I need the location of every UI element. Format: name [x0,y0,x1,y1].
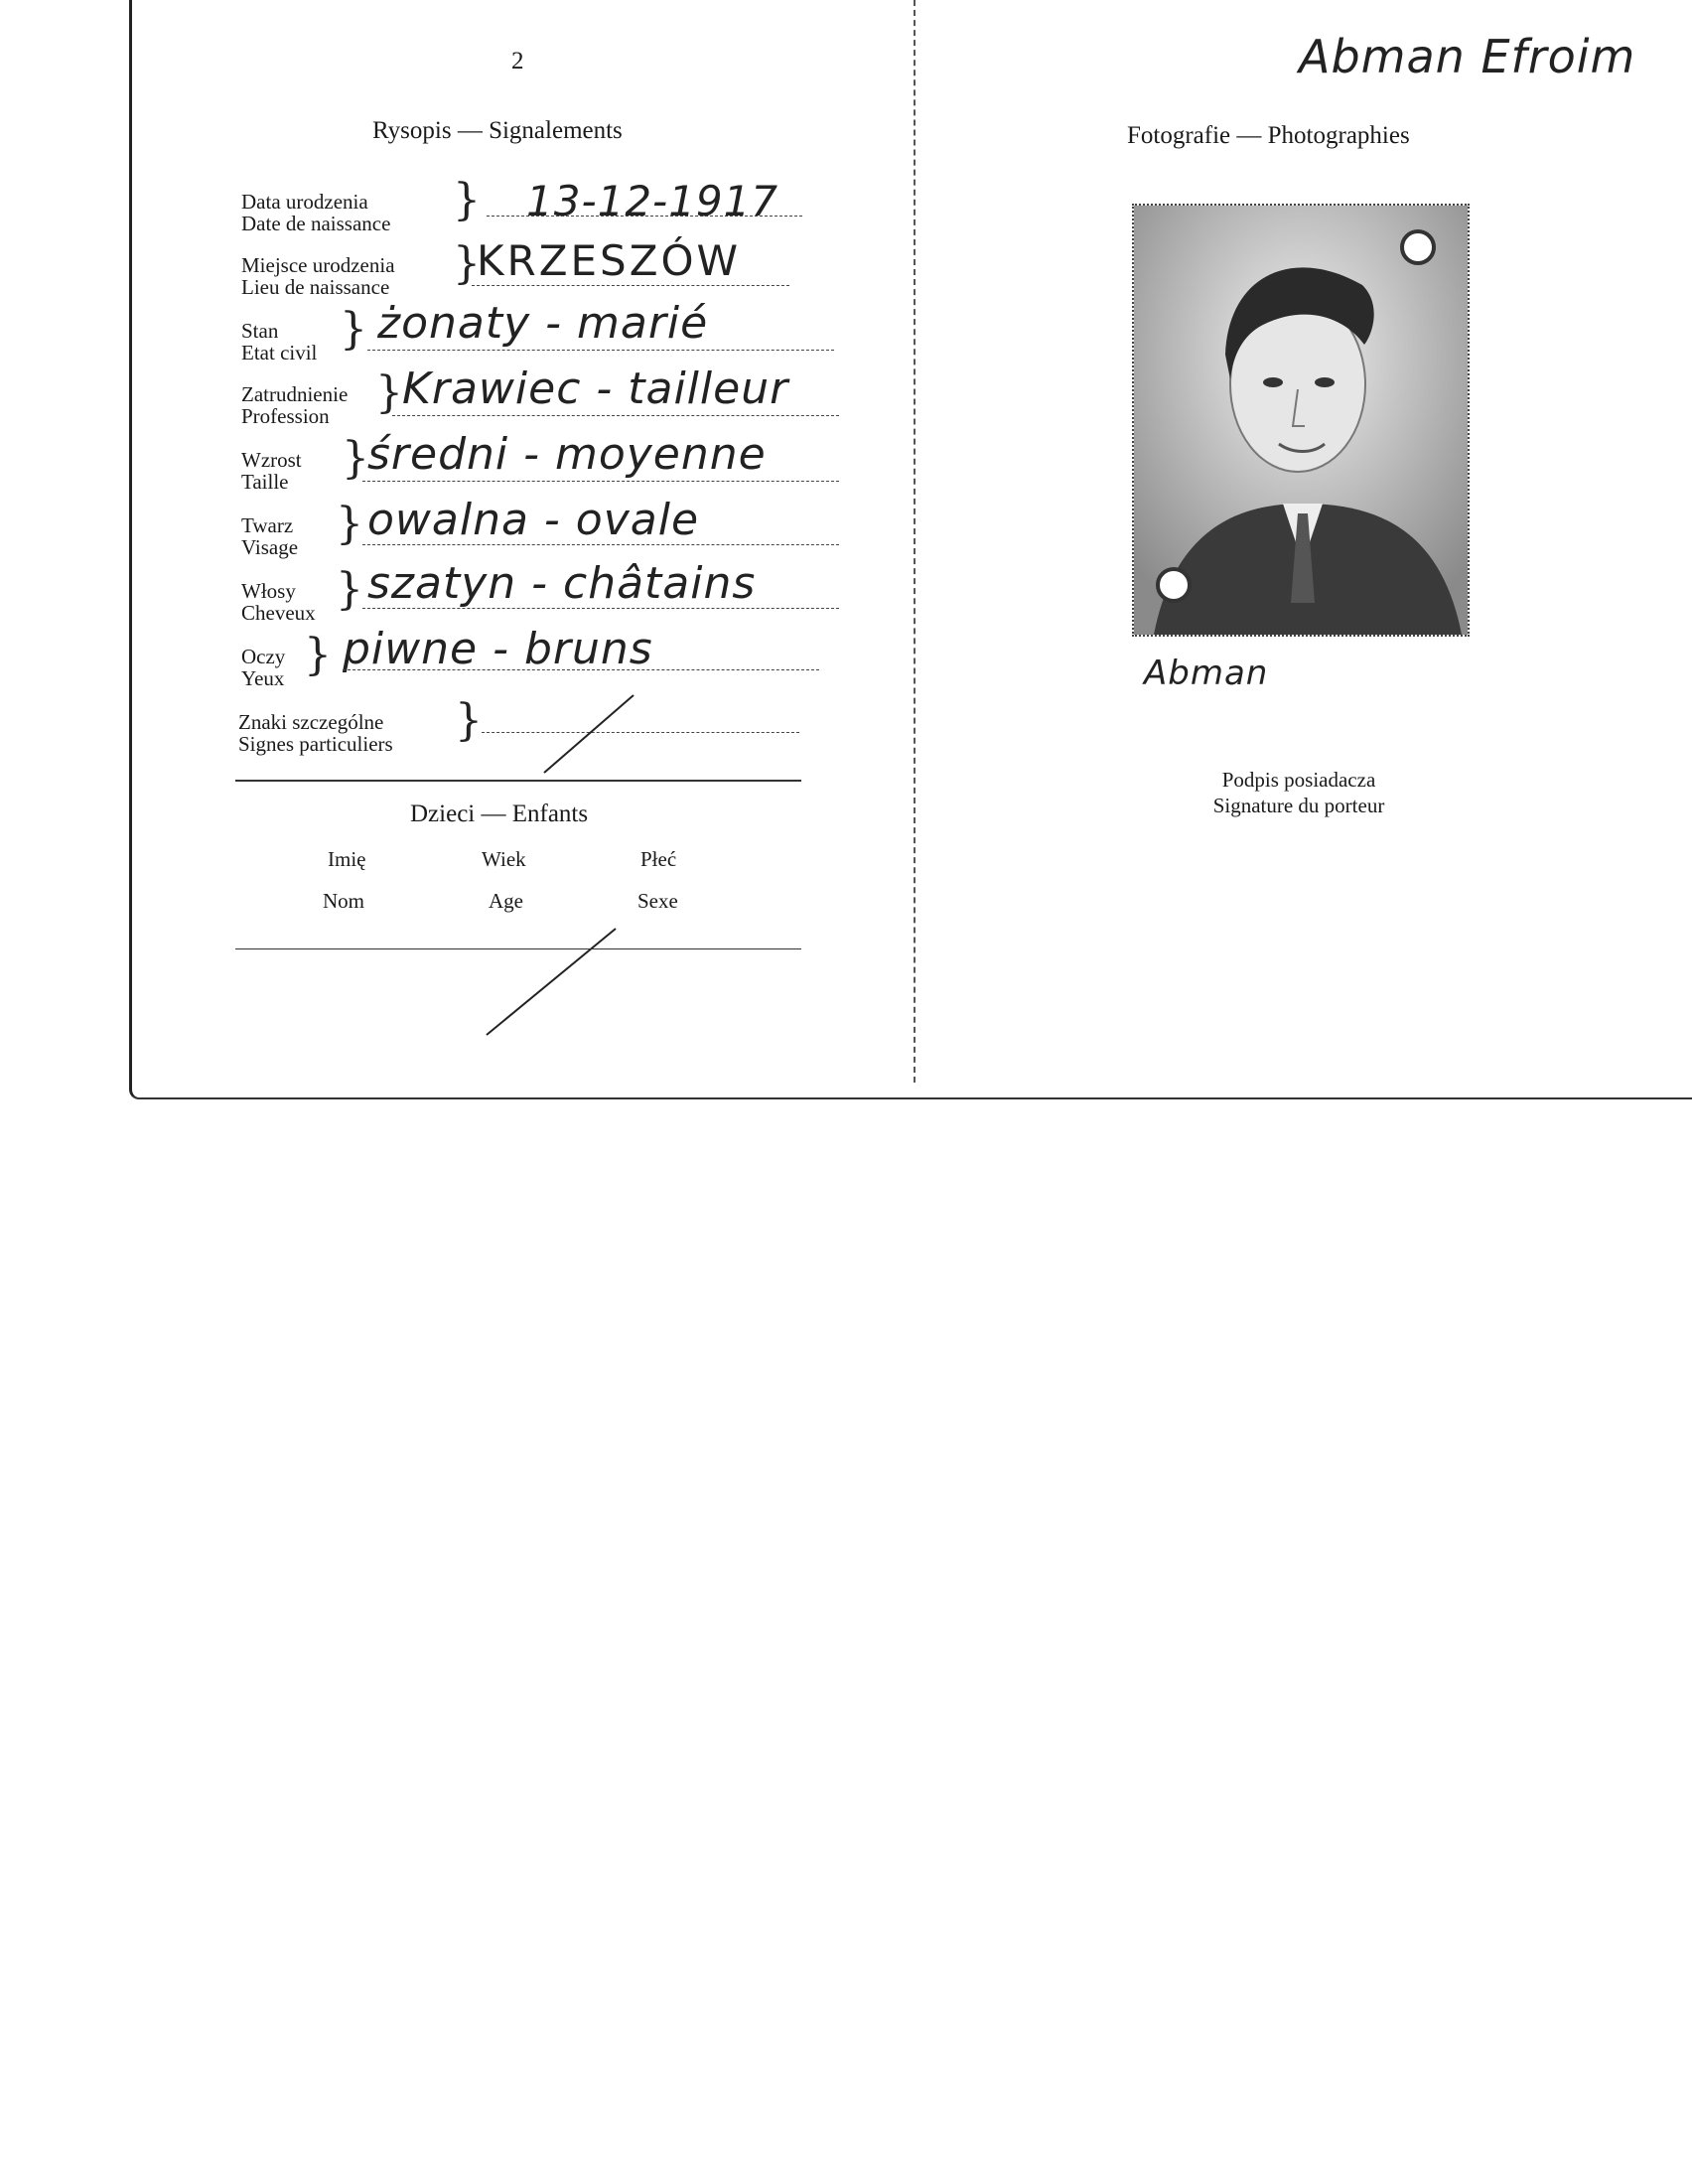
value-handwritten: owalna - ovale [367,495,700,545]
brace: } [304,630,332,680]
page-number: 2 [511,48,524,74]
holder-signature: Abman [1144,654,1269,693]
label-fr: Profession [241,404,330,428]
brace: } [336,564,363,615]
column-header-pl: Płeć [640,847,677,871]
label-pl: Oczy [241,645,286,668]
label-pl: Wzrost [241,448,302,472]
section-divider [235,780,801,782]
label-pl: Data urodzenia [241,190,368,214]
column-header-fr: Age [489,889,523,913]
brace: } [336,499,363,549]
value-handwritten: KRZESZÓW [477,236,742,285]
label-pl: Stan [241,319,279,343]
children-heading: Dzieci — Enfants [410,801,589,827]
column-header-fr: Sexe [637,889,678,913]
brace: } [375,367,403,418]
label-fr: Date de naissance [241,212,391,235]
label-pl: Twarz [241,513,294,537]
label-fr: Yeux [241,666,285,690]
label-fr: Signes particuliers [238,732,393,756]
left-heading: Rysopis — Signalements [372,117,623,144]
label-pl: Znaki szczególne [238,710,384,734]
brace: } [453,175,481,225]
holder-photo [1132,204,1470,637]
label-pl: Włosy [241,579,296,603]
label-pl: Miejsce urodzenia [241,253,395,277]
brace: } [453,238,481,289]
column-header-pl: Imię [328,847,366,871]
column-header-fr: Nom [323,889,364,913]
right-heading: Fotografie — Photographies [1127,122,1410,149]
value-handwritten: Krawiec - tailleur [402,364,789,414]
value-handwritten: piwne - bruns [343,624,653,674]
value-handwritten: żonaty - marié [377,298,709,349]
signature-caption-fr: Signature du porteur [1212,794,1385,817]
label-fr: Cheveux [241,601,316,625]
label-fr: Etat civil [241,341,318,364]
label-fr: Lieu de naissance [241,275,390,299]
label-pl: Zatrudnienie [241,382,349,406]
value-handwritten: 13-12-1917 [526,177,779,225]
label-fr: Taille [241,470,289,494]
children-table-rule [235,948,801,949]
label-fr: Visage [241,535,299,559]
brace: } [340,304,367,355]
column-header-pl: Wiek [482,847,526,871]
owner-name-handwritten: Abman Efroim [1299,30,1636,83]
portrait-image [1134,206,1468,635]
signature-caption-pl: Podpis posiadacza [1221,768,1376,792]
value-handwritten: szatyn - châtains [367,558,757,609]
brace: } [455,695,483,746]
brace: } [342,433,369,484]
value-handwritten: średni - moyenne [367,429,767,480]
